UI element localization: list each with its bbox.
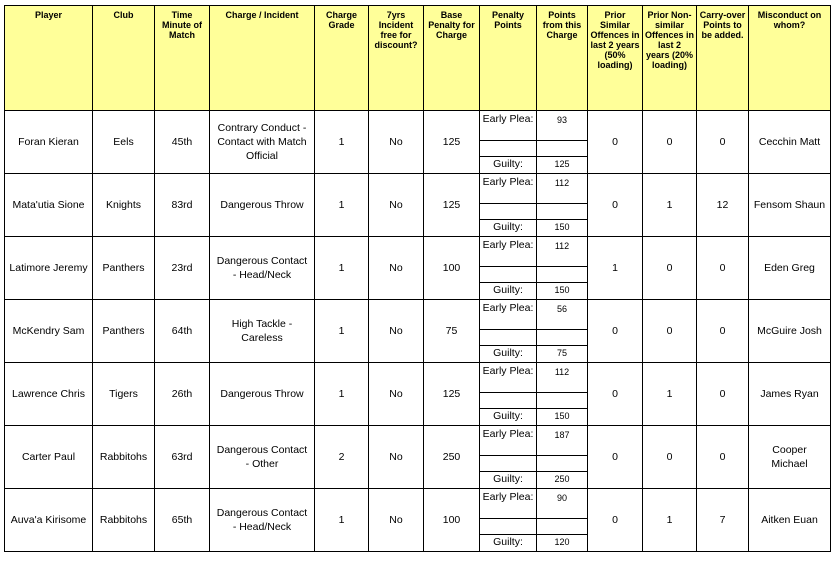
header-points-from-charge: Points from this Charge bbox=[537, 6, 588, 111]
guilty-points: 150 bbox=[554, 411, 570, 421]
prior-similar-cell: 0 bbox=[588, 489, 643, 552]
player-cell: Latimore Jeremy bbox=[5, 237, 93, 300]
guilty-points: 150 bbox=[554, 285, 570, 295]
time-cell: 45th bbox=[155, 111, 210, 174]
player-cell: Carter Paul bbox=[5, 426, 93, 489]
table-row bbox=[5, 489, 831, 552]
carry-over-cell: 0 bbox=[697, 426, 749, 489]
spacer bbox=[537, 204, 587, 220]
guilty-label: Guilty: bbox=[493, 410, 523, 422]
table-row bbox=[5, 111, 831, 174]
club-cell: Eels bbox=[93, 111, 155, 174]
carry-over-cell: 12 bbox=[697, 174, 749, 237]
carry-over-cell: 7 bbox=[697, 489, 749, 552]
guilty-label: Guilty: bbox=[493, 158, 523, 170]
base-penalty-cell: 125 bbox=[424, 363, 480, 426]
spacer bbox=[537, 141, 587, 157]
early-plea-label: Early Plea: bbox=[480, 174, 536, 204]
player-cell: McKendry Sam bbox=[5, 300, 93, 363]
misconduct-cell: Eden Greg bbox=[749, 237, 831, 300]
grade-cell: 1 bbox=[315, 300, 369, 363]
header-club: Club bbox=[93, 6, 155, 111]
header-grade: Charge Grade bbox=[315, 6, 369, 111]
charge-table bbox=[4, 5, 831, 552]
club-cell: Rabbitohs bbox=[93, 426, 155, 489]
header-row bbox=[5, 6, 831, 111]
time-cell: 83rd bbox=[155, 174, 210, 237]
misconduct-cell: Fensom Shaun bbox=[749, 174, 831, 237]
header-charge: Charge / Incident bbox=[210, 6, 315, 111]
prior-similar-cell: 0 bbox=[588, 111, 643, 174]
club-cell: Knights bbox=[93, 174, 155, 237]
time-cell: 26th bbox=[155, 363, 210, 426]
points-from-charge-cell bbox=[537, 363, 588, 426]
penalty-points-cell bbox=[480, 426, 537, 489]
header-misconduct: Misconduct on whom? bbox=[749, 6, 831, 111]
player-cell: Mata'utia Sione bbox=[5, 174, 93, 237]
incident-free-cell: No bbox=[369, 426, 424, 489]
spacer bbox=[480, 204, 536, 220]
early-plea-points: 112 bbox=[537, 363, 587, 393]
grade-cell: 1 bbox=[315, 111, 369, 174]
prior-similar-cell: 1 bbox=[588, 237, 643, 300]
incident-free-cell: No bbox=[369, 237, 424, 300]
grade-cell: 1 bbox=[315, 237, 369, 300]
incident-free-cell: No bbox=[369, 174, 424, 237]
time-cell: 64th bbox=[155, 300, 210, 363]
charge-cell: Contrary Conduct - Contact with Match Official bbox=[210, 111, 315, 174]
table-row bbox=[5, 363, 831, 426]
points-from-charge-cell bbox=[537, 237, 588, 300]
guilty-points: 125 bbox=[554, 159, 570, 169]
header-prior-similar: Prior Similar Offences in last 2 years (50% loading) bbox=[588, 6, 643, 111]
header-base-penalty: Base Penalty for Charge bbox=[424, 6, 480, 111]
time-cell: 23rd bbox=[155, 237, 210, 300]
club-cell: Tigers bbox=[93, 363, 155, 426]
charge-cell: Dangerous Contact - Head/Neck bbox=[210, 489, 315, 552]
guilty-label: Guilty: bbox=[493, 221, 523, 233]
points-from-charge-cell bbox=[537, 426, 588, 489]
spacer bbox=[537, 330, 587, 346]
guilty-label: Guilty: bbox=[493, 347, 523, 359]
header-time: Time Minute of Match bbox=[155, 6, 210, 111]
early-plea-label: Early Plea: bbox=[480, 300, 536, 330]
early-plea-points: 93 bbox=[537, 111, 587, 141]
table-row bbox=[5, 174, 831, 237]
early-plea-label: Early Plea: bbox=[480, 489, 536, 519]
spacer bbox=[480, 393, 536, 409]
misconduct-cell: James Ryan bbox=[749, 363, 831, 426]
points-from-charge-cell bbox=[537, 300, 588, 363]
spacer bbox=[537, 519, 587, 535]
grade-cell: 1 bbox=[315, 363, 369, 426]
club-cell: Panthers bbox=[93, 237, 155, 300]
early-plea-points: 112 bbox=[537, 237, 587, 267]
spacer bbox=[537, 393, 587, 409]
guilty-points: 250 bbox=[554, 474, 570, 484]
table-row bbox=[5, 300, 831, 363]
base-penalty-cell: 100 bbox=[424, 237, 480, 300]
guilty-label: Guilty: bbox=[493, 536, 523, 548]
club-cell: Panthers bbox=[93, 300, 155, 363]
prior-non-similar-cell: 1 bbox=[643, 489, 697, 552]
spacer bbox=[480, 330, 536, 346]
points-from-charge-cell bbox=[537, 111, 588, 174]
early-plea-label: Early Plea: bbox=[480, 237, 536, 267]
grade-cell: 1 bbox=[315, 174, 369, 237]
early-plea-points: 90 bbox=[537, 489, 587, 519]
incident-free-cell: No bbox=[369, 111, 424, 174]
base-penalty-cell: 125 bbox=[424, 174, 480, 237]
player-cell: Auva'a Kirisome bbox=[5, 489, 93, 552]
prior-non-similar-cell: 0 bbox=[643, 300, 697, 363]
prior-non-similar-cell: 0 bbox=[643, 426, 697, 489]
penalty-points-cell bbox=[480, 489, 537, 552]
early-plea-label: Early Plea: bbox=[480, 426, 536, 456]
charge-cell: Dangerous Throw bbox=[210, 363, 315, 426]
table-row bbox=[5, 426, 831, 489]
spacer bbox=[480, 519, 536, 535]
charge-cell: Dangerous Contact - Other bbox=[210, 426, 315, 489]
grade-cell: 2 bbox=[315, 426, 369, 489]
prior-non-similar-cell: 1 bbox=[643, 363, 697, 426]
spacer bbox=[537, 267, 587, 283]
carry-over-cell: 0 bbox=[697, 300, 749, 363]
base-penalty-cell: 75 bbox=[424, 300, 480, 363]
prior-non-similar-cell: 0 bbox=[643, 237, 697, 300]
time-cell: 63rd bbox=[155, 426, 210, 489]
prior-non-similar-cell: 0 bbox=[643, 111, 697, 174]
early-plea-label: Early Plea: bbox=[480, 363, 536, 393]
base-penalty-cell: 250 bbox=[424, 426, 480, 489]
misconduct-cell: Aitken Euan bbox=[749, 489, 831, 552]
carry-over-cell: 0 bbox=[697, 237, 749, 300]
charge-cell: Dangerous Contact - Head/Neck bbox=[210, 237, 315, 300]
incident-free-cell: No bbox=[369, 489, 424, 552]
header-player: Player bbox=[5, 6, 93, 111]
early-plea-points: 56 bbox=[537, 300, 587, 330]
carry-over-cell: 0 bbox=[697, 363, 749, 426]
guilty-points: 150 bbox=[554, 222, 570, 232]
incident-free-cell: No bbox=[369, 363, 424, 426]
prior-similar-cell: 0 bbox=[588, 174, 643, 237]
header-incident-free: 7yrs Incident free for discount? bbox=[369, 6, 424, 111]
base-penalty-cell: 125 bbox=[424, 111, 480, 174]
header-carry-over: Carry-over Points to be added. bbox=[697, 6, 749, 111]
spacer bbox=[480, 267, 536, 283]
spacer bbox=[480, 141, 536, 157]
prior-non-similar-cell: 1 bbox=[643, 174, 697, 237]
prior-similar-cell: 0 bbox=[588, 426, 643, 489]
prior-similar-cell: 0 bbox=[588, 300, 643, 363]
guilty-label: Guilty: bbox=[493, 284, 523, 296]
guilty-label: Guilty: bbox=[493, 473, 523, 485]
header-penalty-points: Penalty Points bbox=[480, 6, 537, 111]
player-cell: Foran Kieran bbox=[5, 111, 93, 174]
misconduct-cell: Cecchin Matt bbox=[749, 111, 831, 174]
penalty-points-cell bbox=[480, 237, 537, 300]
early-plea-points: 187 bbox=[537, 426, 587, 456]
prior-similar-cell: 0 bbox=[588, 363, 643, 426]
penalty-points-cell bbox=[480, 111, 537, 174]
misconduct-cell: McGuire Josh bbox=[749, 300, 831, 363]
incident-free-cell: No bbox=[369, 300, 424, 363]
grade-cell: 1 bbox=[315, 489, 369, 552]
penalty-points-cell bbox=[480, 300, 537, 363]
guilty-points: 120 bbox=[554, 537, 570, 547]
player-cell: Lawrence Chris bbox=[5, 363, 93, 426]
points-from-charge-cell bbox=[537, 489, 588, 552]
charge-cell: Dangerous Throw bbox=[210, 174, 315, 237]
early-plea-points: 112 bbox=[537, 174, 587, 204]
table-row bbox=[5, 237, 831, 300]
carry-over-cell: 0 bbox=[697, 111, 749, 174]
penalty-points-cell bbox=[480, 174, 537, 237]
charge-cell: High Tackle - Careless bbox=[210, 300, 315, 363]
spacer bbox=[480, 456, 536, 472]
penalty-points-cell bbox=[480, 363, 537, 426]
guilty-points: 75 bbox=[556, 348, 567, 358]
header-prior-non-similar: Prior Non-similar Offences in last 2 years (20% loading) bbox=[643, 6, 697, 111]
time-cell: 65th bbox=[155, 489, 210, 552]
early-plea-label: Early Plea: bbox=[480, 111, 536, 141]
club-cell: Rabbitohs bbox=[93, 489, 155, 552]
misconduct-cell: Cooper Michael bbox=[749, 426, 831, 489]
points-from-charge-cell bbox=[537, 174, 588, 237]
base-penalty-cell: 100 bbox=[424, 489, 480, 552]
spacer bbox=[537, 456, 587, 472]
